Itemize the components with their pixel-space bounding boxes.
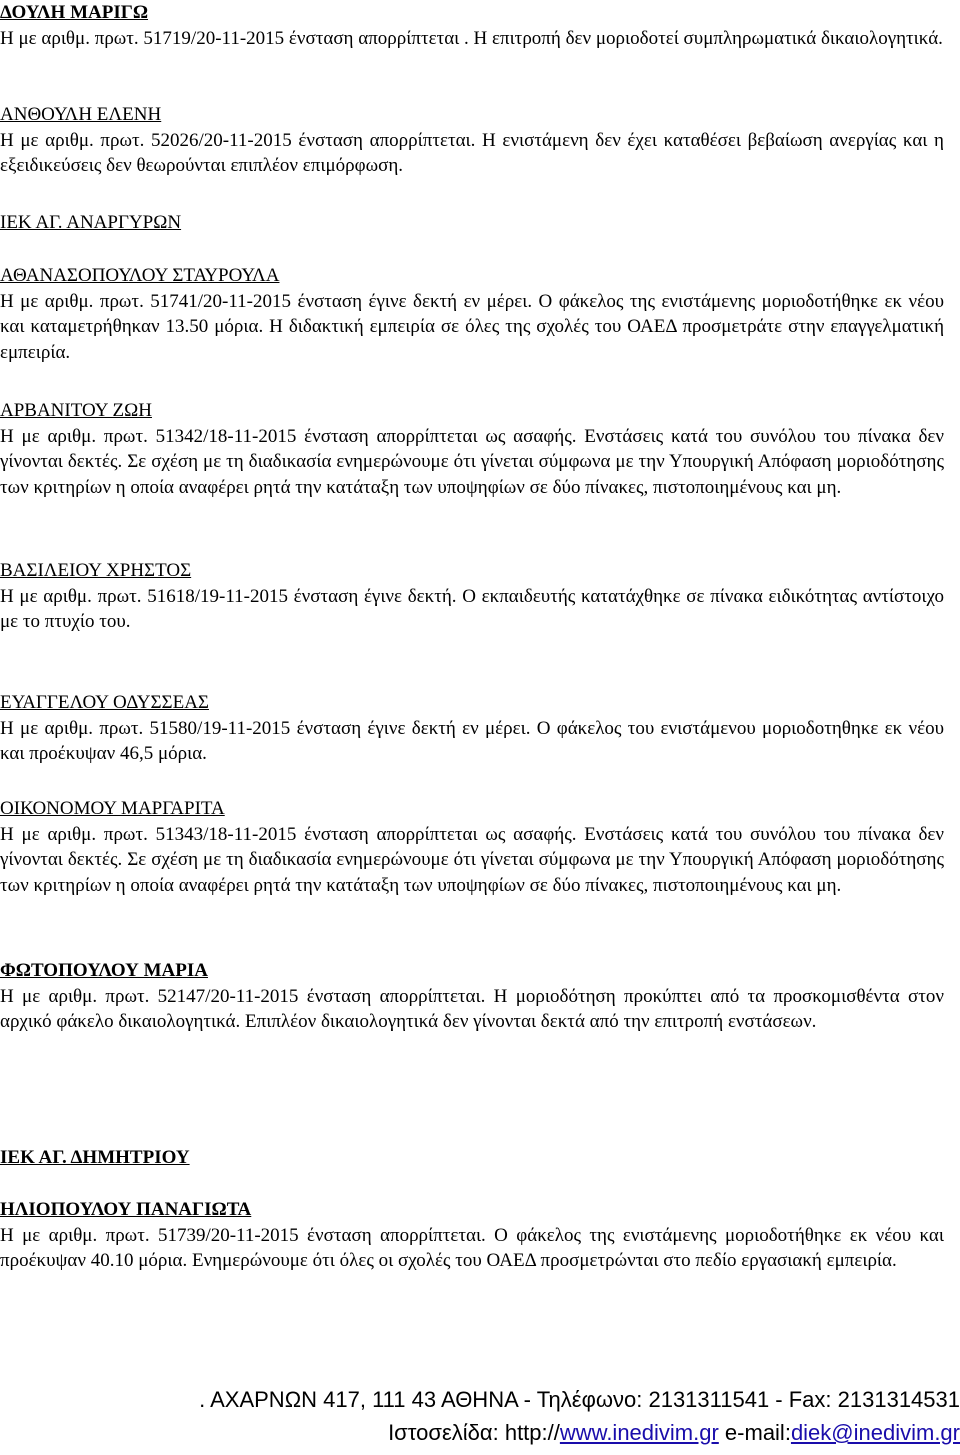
entry-name: ΔΟΥΛΗ ΜΑΡΙΓΩ [0, 2, 149, 23]
entry-vasileiou [0, 558, 944, 635]
entry-athanasopoulou [0, 263, 944, 365]
entry-text: Η με αριθμ. πρωτ. 51739/20-11-2015 ένσταση απορρίπτεται. Ο φάκελος της ενιστάμενης μοριοδοτήθηκε εκ νέου και προέκυψαν 40.10 μόρια. Ενημερώνουμε ότι όλες οι σχολές του ΟΑΕΔ προσμετρώνται στο πεδίο εργασιακή εμπειρία. [0, 1224, 944, 1271]
entry-name: ΒΑΣΙΛΕΙΟΥ ΧΡΗΣΤΟΣ [0, 560, 192, 581]
entry-text: Η με αριθμ. πρωτ. 51741/20-11-2015 ένσταση έγινε δεκτή εν μέρει. Ο φάκελος της ενιστάμενης μοριοδοτήθηκε εκ νέου και καταμετρήθηκαν 13.50 μόρια. Η διδακτική εμπειρία σε όλες της σχολές του ΟΑΕΔ προσμετράτε στην επαγγελματική εμπειρία. [0, 290, 944, 363]
institute-heading-dimitriou [0, 1145, 944, 1171]
entry-text: Η με αριθμ. πρωτ. 51618/19-11-2015 ένσταση έγινε δεκτή. Ο εκπαιδευτής κατατάχθηκε σε πίνακα ειδικότητας αντίστοιχο με το πτυχίο του. [0, 585, 944, 632]
website-label: Ιστοσελίδα: http:// [388, 1420, 560, 1445]
entry-name: ΑΘΑΝΑΣΟΠΟΥΛΟΥ ΣΤΑΥΡΟΥΛΑ [0, 265, 280, 286]
entry-name: ΑΡΒΑΝΙΤΟΥ ΖΩΗ [0, 400, 152, 421]
website-link[interactable]: www.inedivim.gr [559, 1420, 719, 1445]
entry-text: Η με αριθμ. πρωτ. 51719/20-11-2015 ένσταση απορρίπτεται . Η επιτροπή δεν μοριοδοτεί συμπληρωματικά δικαιολογητικά. [0, 27, 943, 49]
institute-name: ΙΕΚ ΑΓ. ΔΗΜΗΤΡΙΟΥ [0, 1147, 190, 1168]
entry-iliopoulou [0, 1197, 944, 1274]
entry-arvanitou [0, 398, 944, 500]
entry-text: Η με αριθμ. πρωτ. 51342/18-11-2015 ένσταση απορρίπτεται ως ασαφής. Ενστάσεις κατά του συνόλου του πίνακα δεν γίνονται δεκτές. Σε σχέση με τη διαδικασία ενημερώνουμε ότι γίνεται σύμφωνα με την Υπουργική Απόφαση μοριοδότησης των κριτηρίων η οποία αναφέρει ρητά την κατάταξη των υποψηφίων σε δύο πίνακες, πιστοποιημένους και μη. [0, 425, 944, 498]
entry-name: ΟΙΚΟΝΟΜΟΥ ΜΑΡΓΑΡΙΤΑ [0, 798, 225, 819]
entry-oikonomou [0, 796, 944, 898]
institute-heading-anargyron [0, 210, 944, 236]
entry-fotopoulou [0, 958, 944, 1035]
entry-douli [0, 0, 944, 51]
entry-name: ΗΛΙΟΠΟΥΛΟΥ ΠΑΝΑΓΙΩΤΑ [0, 1199, 252, 1220]
entry-text: Η με αριθμ. πρωτ. 51343/18-11-2015 ένσταση απορρίπτεται ως ασαφής. Ενστάσεις κατά του συνόλου του πίνακα δεν γίνονται δεκτές. Σε σχέση με τη διαδικασία ενημερώνουμε ότι γίνεται σύμφωνα με την Υπουργική Απόφαση μοριοδότησης των κριτηρίων η οποία αναφέρει ρητά την κατάταξη των υποψηφίων σε δύο πίνακες, πιστοποιημένους και μη. [0, 823, 944, 896]
entry-text: Η με αριθμ. πρωτ. 51580/19-11-2015 ένσταση έγινε δεκτή εν μέρει. Ο φάκελος του ενιστάμενου μοριοδοτηθηκε εκ νέου και προέκυψαν 46,5 μόρια. [0, 717, 944, 764]
entry-evaggelou [0, 690, 944, 767]
entry-text: Η με αριθμ. πρωτ. 52026/20-11-2015 ένσταση απορρίπτεται. Η ενιστάμενη δεν έχει καταθέσει βεβαίωση ανεργίας και η εξειδικεύσεις δεν θεωρούνται επιπλέον επιμόρφωση. [0, 129, 944, 176]
entry-name: ΑΝΘΟΥΛΗ ΕΛΕΝΗ [0, 104, 162, 125]
footer-address: . ΑΧΑΡΝΩΝ 417, 111 43 ΑΘΗΝΑ - Τηλέφωνο: 2131311541 - Fax: 2131314531 [199, 1387, 960, 1412]
footer-contact [0, 1418, 960, 1448]
institute-name: ΙΕΚ ΑΓ. ΑΝΑΡΓΥΡΩΝ [0, 212, 182, 233]
entry-name: ΕΥΑΓΓΕΛΟΥ ΟΔΥΣΣΕΑΣ [0, 692, 209, 713]
entry-anthouli [0, 102, 944, 179]
email-link[interactable]: diek@inedivim.gr [790, 1420, 960, 1445]
entry-text: Η με αριθμ. πρωτ. 52147/20-11-2015 ένσταση απορρίπτεται. Η μοριοδότηση προκύπτει από τα προσκομισθέντα στον αρχικό φάκελο δικαιολογητικά. Επιπλέον δικαιολογητικά δεν γίνονται δεκτά από την επιτροπή ενστάσεων. [0, 985, 944, 1032]
email-label: e-mail: [718, 1420, 791, 1445]
entry-name: ΦΩΤΟΠΟΥΛΟΥ ΜΑΡΙΑ [0, 960, 208, 981]
